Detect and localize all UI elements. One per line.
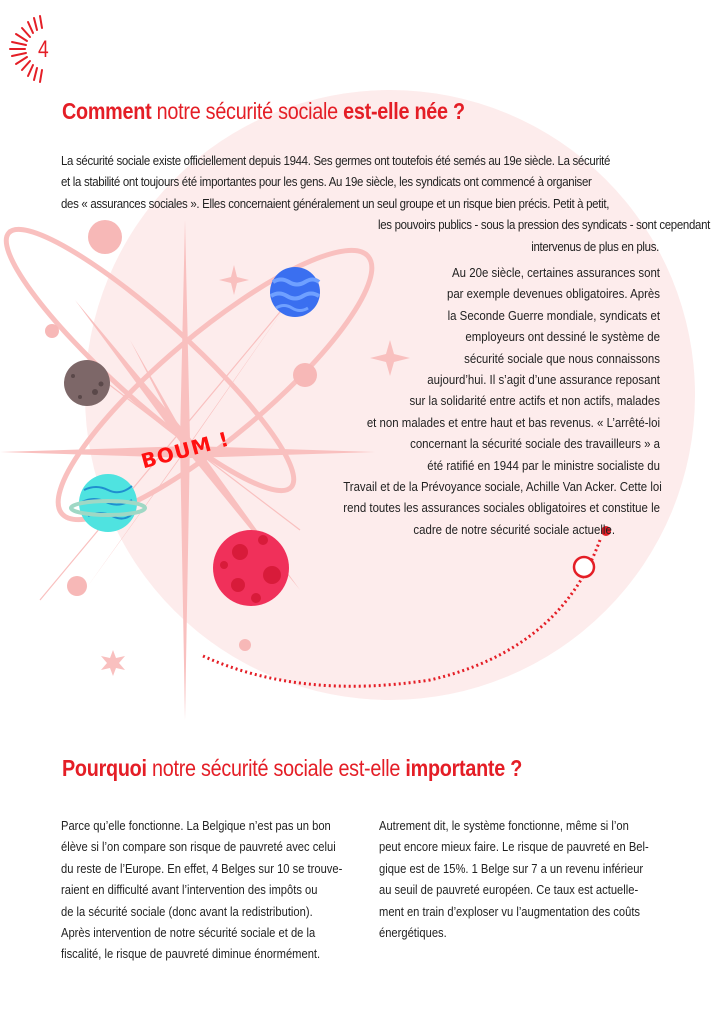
intro-paragraph bbox=[61, 150, 721, 257]
small-moon bbox=[239, 639, 251, 651]
text-line: raient en difficulté avant l’intervention des impôts ou bbox=[61, 882, 318, 898]
text-line: de la sécurité sociale (donc avant la redistribution). bbox=[61, 903, 313, 919]
text-line: La sécurité sociale existe officiellement depuis 1944. Ses germes ont toutefois été semés au 19e siècle. La sécurité bbox=[61, 153, 611, 168]
text-line: été ratifié en 1944 par le ministre socialiste du bbox=[427, 457, 660, 473]
heading-bold-end: est-elle née ? bbox=[343, 98, 465, 124]
text-line: intervenus de plus en plus. bbox=[531, 238, 659, 254]
text-line: Parce qu’elle fonctionne. La Belgique n’est pas un bon bbox=[61, 818, 331, 833]
text-line: et la stabilité ont toujours été importantes pour les gens. Au 19e siècle, les syndicats ont commencé à organiser bbox=[61, 174, 592, 190]
text-line: et non malades et entre haut et bas revenus. « L’arrêté-loi bbox=[366, 414, 660, 430]
page-number-badge bbox=[8, 14, 54, 84]
text-line: au seuil de pauvreté européen. Ce taux est actuelle- bbox=[379, 882, 639, 898]
text-line: employeurs ont dessiné le système de bbox=[465, 329, 660, 345]
trajectory-ring bbox=[574, 557, 594, 577]
text-line: la Seconde Guerre mondiale, syndicats et bbox=[447, 307, 660, 323]
planet-brown bbox=[64, 360, 110, 406]
boum-label: BOUM ! bbox=[138, 426, 233, 474]
text-line: par exemple devenues obligatoires. Après bbox=[446, 286, 660, 302]
text-line: Au 20e siècle, certaines assurances sont bbox=[452, 265, 660, 280]
planet-red bbox=[213, 530, 289, 606]
body-paragraph bbox=[300, 262, 660, 540]
small-moon bbox=[67, 576, 87, 596]
text-line: du reste de l’Europe. En effet, 4 Belges sur 10 se trouve- bbox=[61, 860, 343, 876]
text-line: des « assurances sociales ». Elles concernaient généralement un seul groupe et un risque bien précis. Petit à petit, bbox=[61, 195, 610, 211]
text-line: cadre de notre sécurité sociale actuelle. bbox=[413, 521, 615, 537]
text-line: sécurité sociale que nous connaissons bbox=[464, 350, 660, 366]
text-line: rend toutes les assurances sociales obligatoires et constitue le bbox=[343, 500, 660, 516]
small-moon bbox=[45, 324, 59, 338]
heading-bold-start: Comment bbox=[62, 98, 152, 124]
text-line: énergétiques. bbox=[379, 925, 447, 941]
right-column bbox=[379, 815, 699, 943]
sparkle-icon bbox=[101, 650, 125, 676]
text-line: peut encore mieux faire. Le risque de pauvreté en Bel- bbox=[379, 839, 649, 855]
heading-regular: notre sécurité sociale est-elle bbox=[146, 755, 406, 781]
text-line: sur la solidarité entre actifs et non actifs, malades bbox=[409, 393, 660, 409]
text-line: Autrement dit, le système fonctionne, même si l’on bbox=[379, 818, 629, 833]
text-line: ment en train d’exploser vu l’augmentation des coûts bbox=[379, 903, 641, 919]
section-heading bbox=[62, 755, 522, 782]
text-line: aujourd’hui. Il s’agit d’une assurance reposant bbox=[427, 372, 660, 388]
text-line: fiscalité, le risque de pauvreté diminue énormément. bbox=[61, 946, 321, 962]
text-line: gique est de 15%. 1 Belge sur 7 a un revenu inférieur bbox=[379, 860, 644, 876]
text-line: concernant la sécurité sociale des travailleurs » a bbox=[410, 436, 660, 452]
text-line: les pouvoirs publics - sous la pression des syndicats - sont cependant bbox=[377, 217, 710, 233]
heading-bold-start: Pourquoi bbox=[62, 755, 147, 781]
heading-regular: notre sécurité sociale bbox=[151, 98, 344, 124]
text-line: Travail et de la Prévoyance sociale, Achille Van Acker. Cette loi bbox=[343, 479, 662, 495]
left-column bbox=[61, 815, 361, 965]
section-heading bbox=[62, 98, 465, 125]
text-line: élève si l’on compare son risque de pauvreté avec celui bbox=[61, 839, 336, 855]
page-number: 4 bbox=[38, 36, 49, 63]
heading-bold-end: importante ? bbox=[405, 755, 523, 781]
text-line: Après intervention de notre sécurité sociale et de la bbox=[61, 925, 316, 941]
